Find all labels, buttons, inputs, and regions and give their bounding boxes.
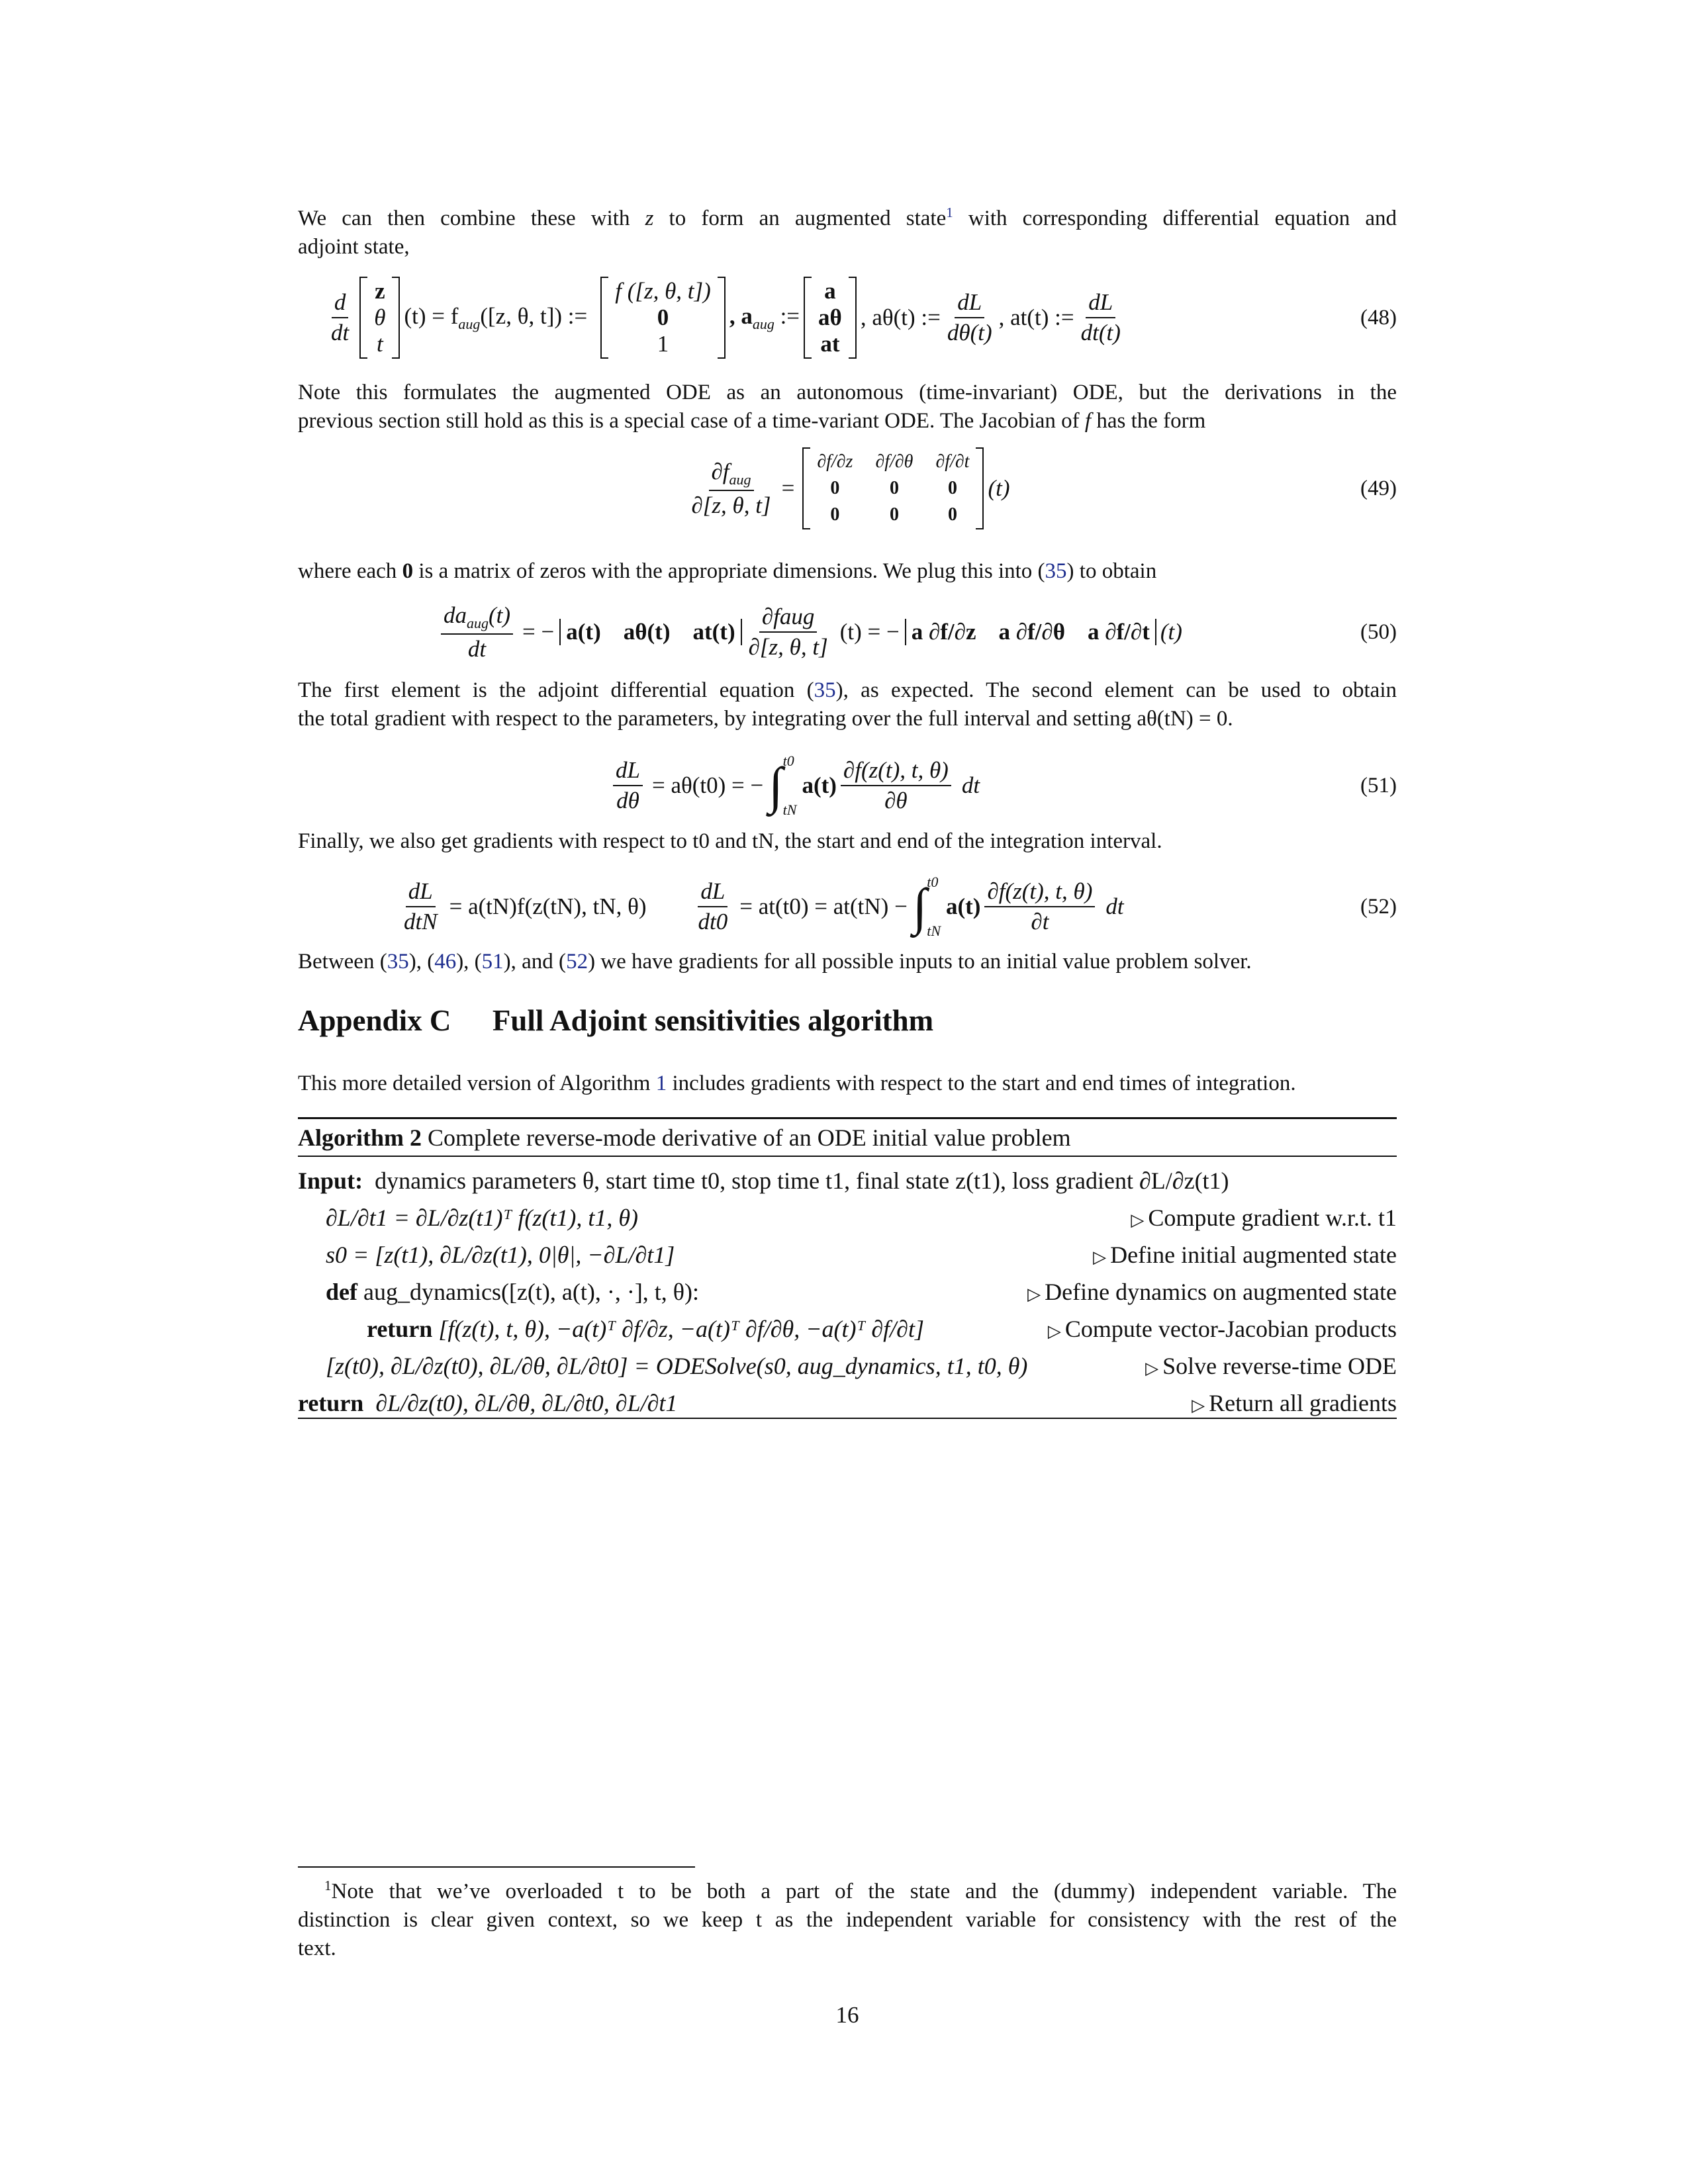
- comment-triangle-icon: ▷: [1047, 1322, 1061, 1341]
- footnote-line-2: distinction is clear given context, so we keep t as the independent variable for consistency with the rest of the: [298, 1908, 1397, 1932]
- eq50-eq2: (t) = −: [839, 619, 900, 645]
- algorithm-bottom-rule: [298, 1418, 1397, 1419]
- eq52-a: a(t): [946, 893, 981, 919]
- eq52-upper: t0: [927, 874, 939, 890]
- note-paragraph: [298, 379, 1397, 435]
- eq51-dl: dL: [613, 757, 643, 786]
- first-text-a: The first element is the adjoint differential equation (: [298, 678, 814, 702]
- eq52-dl-1: dL: [406, 878, 436, 907]
- line-4-code: [f(z(t), t, θ), −a(t)ᵀ ∂f/∂z, −a(t)ᵀ ∂f/∂θ, −a(t)ᵀ ∂f/∂t]: [438, 1316, 924, 1342]
- var-z: z: [645, 206, 654, 230]
- ref-46-link[interactable]: 46: [434, 950, 457, 974]
- comment-triangle-icon: ▷: [1131, 1210, 1145, 1230]
- footnote-line-3: text.: [298, 1936, 336, 1960]
- eq50-row-vector-2: [905, 619, 1156, 645]
- first-text-b: ), as expected. The second element can be used to obtain: [835, 678, 1397, 702]
- eq48-avec-atheta: aθ: [818, 304, 842, 330]
- between-text: Between (: [298, 950, 387, 974]
- comment-5: Solve reverse-time ODE: [1162, 1353, 1397, 1379]
- eq51-pnum: ∂f(z(t), t, θ): [841, 757, 951, 786]
- section-text-a: This more detailed version of Algorithm: [298, 1071, 651, 1095]
- algorithm-line-4: [298, 1310, 1397, 1347]
- intro-line-2: adjoint state,: [298, 235, 410, 259]
- algorithm-top-rule: [298, 1117, 1397, 1119]
- note-text-b: has the form: [1096, 409, 1206, 433]
- eq48-fvec-f: f ([z, θ, t]): [615, 278, 711, 304]
- equation-number-49: (49): [1360, 476, 1397, 500]
- return-keyword: return: [367, 1316, 433, 1342]
- algorithm-title: [298, 1121, 1397, 1154]
- ref-35-link[interactable]: 35: [387, 950, 409, 974]
- eq49-eq: =: [781, 475, 795, 501]
- eq49-lhs: $\frac{\partial f_{aug}}{\partial[z, \theta, t]}$: [691, 458, 771, 518]
- eq49-cell: 0: [947, 478, 957, 498]
- def-keyword: def: [326, 1279, 357, 1305]
- footnote-mark: 1: [324, 1878, 332, 1893]
- eq48-mid: $(t) = f_{aug}([z$, θ, t]) :=: [404, 302, 588, 332]
- eq50-row2-cell: a ∂f/∂z: [911, 619, 976, 645]
- comment-triangle-icon: ▷: [1145, 1359, 1159, 1378]
- eq48-at: , at(t) :=: [998, 304, 1074, 330]
- eq49-cell: ∂f/∂t: [935, 451, 970, 472]
- eq52-dtn: dtN: [404, 909, 438, 934]
- eq48-aaug: , $a_{aug}$ :=: [729, 302, 800, 332]
- eq50-row-cell: aθ(t): [623, 619, 671, 645]
- eq48-dtheta: dθ(t): [947, 320, 992, 345]
- eq52-pnum: ∂f(z(t), t, θ): [984, 878, 1095, 907]
- page-number: 16: [835, 2002, 859, 2028]
- eq50-row-vector: [559, 619, 741, 645]
- algorithm-line-6: [298, 1385, 1397, 1422]
- intro-text-c: with corresponding differential equation and: [968, 206, 1397, 230]
- eq48-dtt: dt(t): [1080, 320, 1121, 345]
- line-5-code: [z(t0), ∂L/∂z(t0), ∂L/∂θ, ∂L/∂t0] = ODESolve(s0, aug_dynamics, t1, t0, θ): [326, 1353, 1028, 1379]
- section-title: Full Adjoint sensitivities algorithm: [492, 1004, 934, 1037]
- eq51-integral: [769, 752, 796, 819]
- comment-1: Compute gradient w.r.t. t1: [1148, 1205, 1397, 1231]
- section-heading: [298, 1003, 933, 1038]
- equation-number-50: (50): [1360, 619, 1397, 644]
- eq49-t: (t): [988, 475, 1010, 501]
- comment-4: Compute vector-Jacobian products: [1064, 1316, 1397, 1342]
- ref-51-link[interactable]: 51: [481, 950, 504, 974]
- intro-paragraph: [298, 199, 1397, 261]
- algorithm-1-link[interactable]: 1: [655, 1071, 667, 1095]
- integral-sign: ∫: [912, 878, 927, 935]
- note-text-a: previous section still hold as this is a special case of a time-variant ODE. The Jacobian of: [298, 409, 1080, 433]
- eq52-dl-2: dL: [698, 878, 727, 907]
- eq51-pden: ∂θ: [884, 788, 908, 813]
- between-text: ), (: [456, 950, 482, 974]
- eq50-lhs: $\frac{da_{aug}(t)}{dt}$: [441, 602, 513, 662]
- input-label: Input:: [298, 1167, 363, 1194]
- eq52-pden: ∂t: [1031, 909, 1049, 934]
- eq49-cell: 0: [830, 478, 840, 498]
- eq50-row2-cell: a ∂f/∂t: [1087, 619, 1150, 645]
- equation-49: [298, 442, 1397, 535]
- first-line-2: the total gradient with respect to the parameters, by integrating over the full interval and setting aθ(tN) = 0.: [298, 707, 1233, 731]
- eq48-vec-z: z: [375, 278, 385, 304]
- eq50-row2-cell: a ∂f/∂θ: [998, 619, 1065, 645]
- algorithm-title-text: Complete reverse-mode derivative of an ODE initial value problem: [427, 1124, 1071, 1151]
- return-keyword: return: [298, 1390, 364, 1416]
- equation-50: [298, 596, 1397, 668]
- algorithm-line-2: [298, 1236, 1397, 1273]
- integral-sign: ∫: [769, 756, 783, 814]
- between-text: ), (: [408, 950, 435, 974]
- note-line-1: Note this formulates the augmented ODE as an autonomous (time-invariant) ODE, but the derivations in the: [298, 381, 1397, 404]
- eq49-cell: 0: [947, 504, 957, 525]
- eq52-dt0: dt0: [698, 909, 728, 934]
- eq48-state-vector: [359, 277, 400, 359]
- comment-3: Define dynamics on augmented state: [1045, 1279, 1397, 1305]
- eq49-cell: 0: [889, 478, 899, 498]
- eq48-dt: dt: [331, 320, 350, 345]
- where-text-b: is a matrix of zeros with the appropriate dimensions. We plug this into (: [418, 559, 1045, 583]
- section-intro: [298, 1069, 1397, 1098]
- line-2-code: s0 = [z(t1), ∂L/∂z(t1), 0|θ|, −∂L/∂t1]: [326, 1242, 675, 1268]
- line-1-code: ∂L/∂t1 = ∂L/∂z(t1)ᵀ f(z(t1), t1, θ): [326, 1205, 639, 1231]
- comment-2: Define initial augmented state: [1110, 1242, 1397, 1268]
- between-paragraph: [298, 948, 1397, 976]
- first-element-paragraph: [298, 676, 1397, 733]
- eq50-eq1: = −: [522, 619, 555, 645]
- eq50-t: (t): [1160, 619, 1182, 645]
- algorithm-input-row: [298, 1162, 1397, 1199]
- line-6-code: ∂L/∂z(t0), ∂L/∂θ, ∂L/∂t0, ∂L/∂t1: [375, 1390, 678, 1416]
- where-text-c: ) to obtain: [1066, 559, 1157, 583]
- eq52-rhs2: = at(t0) = at(tN) −: [739, 893, 908, 919]
- intro-text-a: We can then combine these with: [298, 206, 630, 230]
- between-text: ), and (: [503, 950, 567, 974]
- ref-52-link[interactable]: 52: [566, 950, 588, 974]
- comment-triangle-icon: ▷: [1093, 1248, 1107, 1267]
- algorithm-line-3: [298, 1273, 1397, 1310]
- eq49-cell: 0: [830, 504, 840, 525]
- ref-35-link[interactable]: 35: [814, 678, 836, 702]
- var-f: f: [1084, 409, 1092, 433]
- eq48-avec-a: a: [824, 278, 836, 304]
- where-text-a: where each: [298, 559, 397, 583]
- algorithm-body: [298, 1162, 1397, 1422]
- eq48-atheta: , aθ(t) :=: [860, 304, 941, 330]
- eq48-fvec-0: 0: [657, 304, 669, 330]
- eq50-row-cell: at(t): [692, 619, 735, 645]
- finally-paragraph: Finally, we also get gradients with respect to t0 and tN, the start and end of the integration interval.: [298, 829, 1162, 853]
- footnote-line-1: Note that we’ve overloaded t to be both a part of the state and the (dummy) independent variable. The: [331, 1880, 1397, 1903]
- intro-text-b: to form an augmented state: [669, 206, 947, 230]
- line-3-code: aug_dynamics([z(t), a(t), ·, ·], t, θ):: [363, 1279, 700, 1305]
- eq52-rhs1: = a(tN)f(z(tN), tN, θ): [449, 893, 647, 919]
- eq51-dt: dt: [961, 772, 980, 798]
- eq48-fvec-1: 1: [657, 331, 669, 357]
- eq49-cell: ∂f/∂z: [817, 451, 853, 472]
- footnote-rule: [298, 1866, 695, 1868]
- footnote: [298, 1872, 1397, 1963]
- eq48-vec-t: t: [376, 331, 383, 357]
- input-text: dynamics parameters θ, start time t0, stop time t1, final state z(t1), loss gradient ∂L/∂z(t1): [375, 1167, 1229, 1194]
- equation-52: [298, 864, 1397, 950]
- eq49-jacobian-matrix: [802, 447, 984, 529]
- equation-number-48: (48): [1360, 305, 1397, 330]
- eq48-avec-at: at: [820, 331, 840, 357]
- eq49-cell: ∂f/∂θ: [875, 451, 914, 472]
- eq48-vec-theta: θ: [374, 304, 386, 330]
- comment-6: Return all gradients: [1209, 1390, 1397, 1416]
- equation-number-52: (52): [1360, 894, 1397, 919]
- algorithm-line-1: [298, 1199, 1397, 1236]
- eq52-integral: [913, 874, 941, 940]
- between-text: ) we have gradients for all possible inputs to an initial value problem solver.: [588, 950, 1252, 974]
- eq51-mid: = aθ(t0) = −: [651, 772, 764, 798]
- equation-48: [298, 265, 1397, 371]
- where-paragraph: [298, 557, 1397, 586]
- equation-51: [298, 743, 1397, 829]
- section-label: Appendix C: [298, 1004, 451, 1037]
- eq52-dt: dt: [1105, 893, 1124, 919]
- eq52-lower: tN: [927, 923, 941, 939]
- eq48-dl-1: dL: [955, 289, 984, 318]
- footnote-mark-link[interactable]: 1: [946, 205, 953, 220]
- eq50-row-cell: a(t): [566, 619, 601, 645]
- eq48-d: d: [332, 289, 349, 318]
- equation-number-51: (51): [1360, 773, 1397, 797]
- ref-35-link[interactable]: 35: [1045, 559, 1067, 583]
- eq51-dtheta: dθ: [616, 788, 639, 813]
- algorithm-line-5: [298, 1347, 1397, 1385]
- eq51-lower: tN: [782, 801, 797, 818]
- section-text-b: includes gradients with respect to the start and end times of integration.: [672, 1071, 1296, 1095]
- eq51-upper: t0: [782, 752, 794, 769]
- eq48-f-vector: [600, 277, 726, 359]
- where-zero: 0: [402, 559, 414, 583]
- eq50-jac: $\frac{\text{∂faug}}{\partial[z, \theta, t]}$: [748, 604, 828, 660]
- algorithm-mid-rule: [298, 1156, 1397, 1157]
- eq48-dl-2: dL: [1086, 289, 1115, 318]
- comment-triangle-icon: ▷: [1192, 1396, 1205, 1415]
- algorithm-label: Algorithm 2: [298, 1124, 422, 1151]
- eq51-a: a(t): [802, 772, 837, 798]
- eq48-a-vector: [804, 277, 857, 359]
- comment-triangle-icon: ▷: [1027, 1285, 1041, 1304]
- eq49-cell: 0: [889, 504, 899, 525]
